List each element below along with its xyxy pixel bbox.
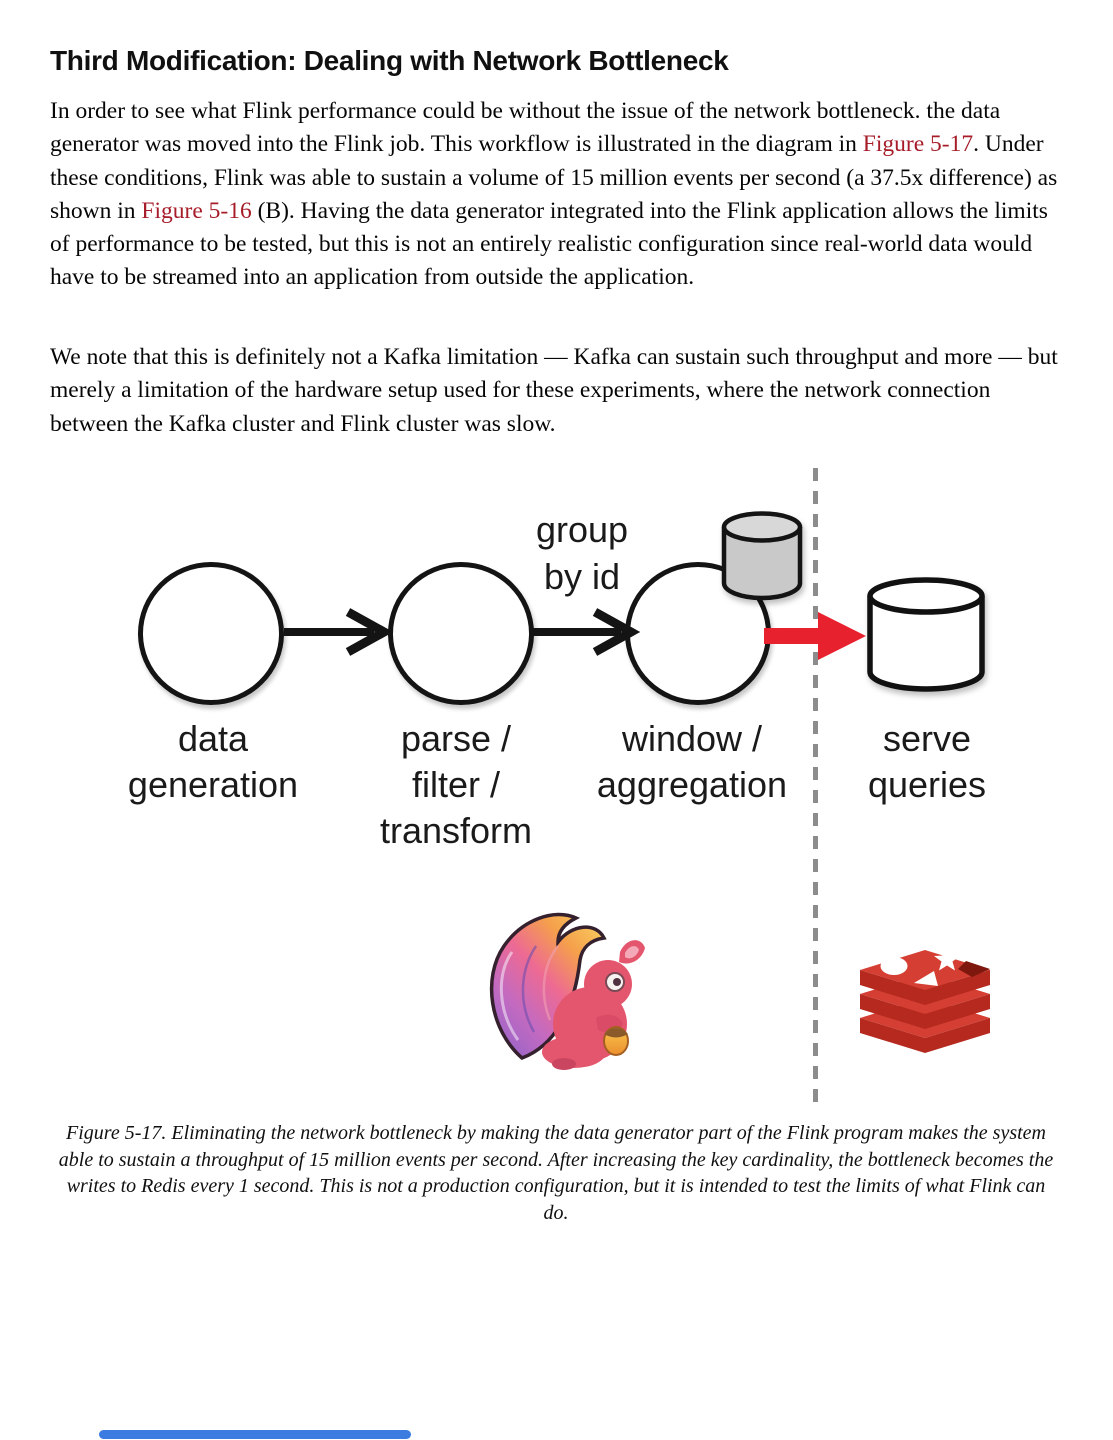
paragraph-text: . Under these conditions, Flink was able to sustain a volume of 15 million events per second (a 37.5x difference) as shown in (50, 131, 1058, 224)
label-data-generation: data generation (127, 718, 299, 805)
state-store-cylinder-icon (719, 509, 805, 605)
flow-node-data-generation (138, 562, 284, 705)
paragraph-1 (50, 95, 1066, 295)
group-by-id-label: group by id (535, 509, 629, 597)
flink-squirrel-logo (478, 900, 650, 1082)
red-arrow-icon (764, 610, 870, 662)
dashed-divider (813, 468, 818, 1108)
redis-logo (850, 930, 1000, 1062)
flow-arrow-icon (280, 604, 394, 660)
label-serve-queries: serve queries (867, 718, 987, 805)
figure-5-17-link[interactable]: Figure 5-17 (862, 131, 974, 158)
flow-arrow-icon (527, 604, 641, 660)
database-cylinder-icon (864, 574, 988, 702)
paragraph-text: (B). Having the data generator integrated into the Flink application allows the limits of performance to be tested, but this is not an entirely realistic configuration since real-world data would have to be streamed into an application from outside the application. (50, 197, 1048, 291)
paragraph-text: In order to see what Flink performance could be without the issue of the network bottleneck. the data generator was moved into the Flink job. This workflow is illustrated in the diagram in (50, 98, 1001, 158)
paragraph-2: We note that this is definitely not a Kafka limitation — Kafka can sustain such throughput and more — but merely a limitation of the hardware setup used for these experiments, where the network connection between the Kafka cluster and Flink cluster was slow. (50, 344, 1058, 437)
figure-5-16-link[interactable]: Figure 5-16 (141, 197, 252, 224)
progress-bar (99, 1430, 411, 1439)
section-heading: Third Modification: Dealing with Network Bottleneck (50, 45, 729, 76)
label-window-aggregation: window / aggregation (596, 718, 788, 805)
figure-caption: Figure 5-17. Eliminating the network bottleneck by making the data generator part of the Flink program makes the system able to sustain a throughput of 15 million events per second. After increasing the key cardinality, the bottleneck becomes the writes to Redis every 1 second. This is not a production configuration, but it is intended to test the limits of what Flink can do. (58, 1122, 1054, 1224)
flow-node-parse-filter-transform (388, 562, 534, 705)
label-parse-filter-transform: parse / filter / transform (379, 718, 533, 851)
